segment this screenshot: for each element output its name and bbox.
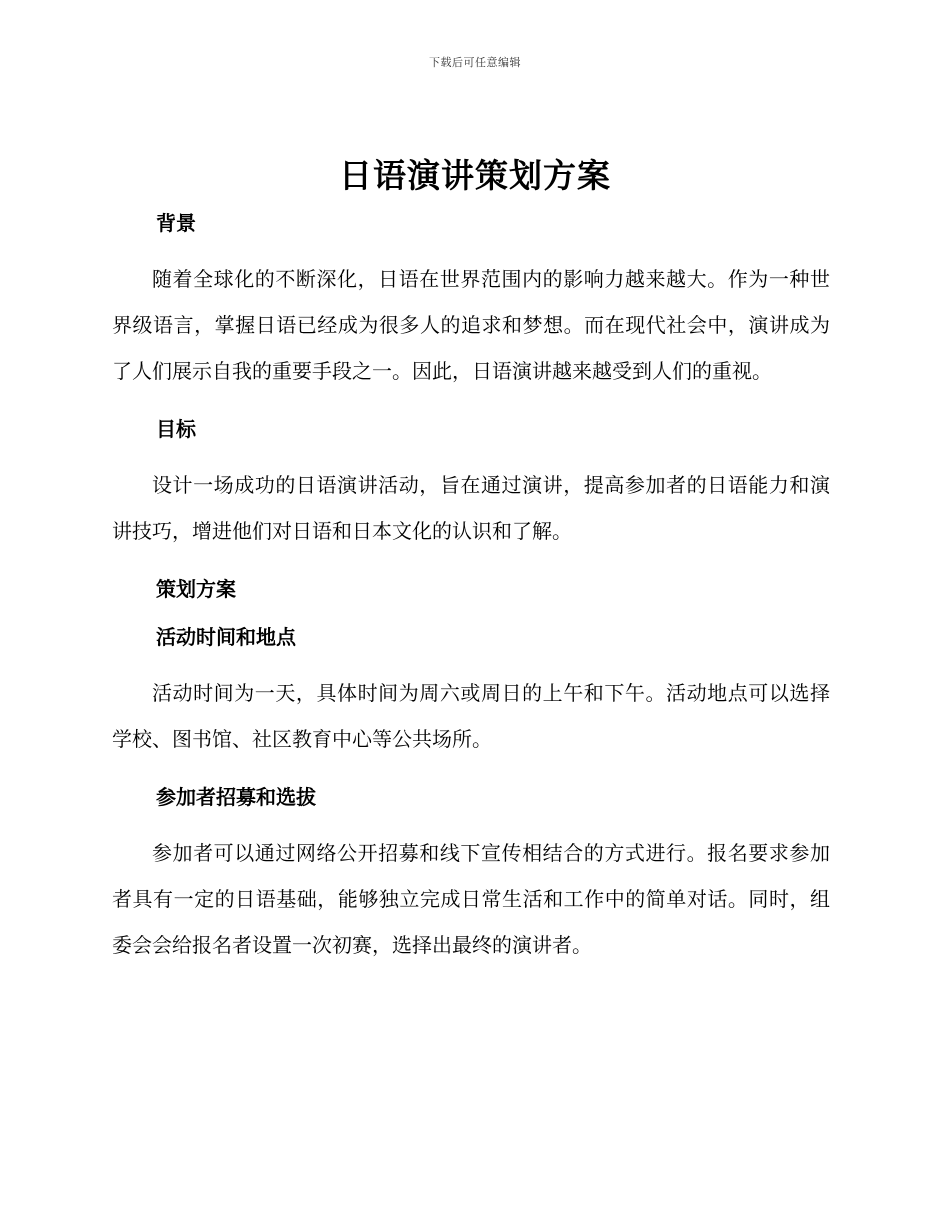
document-body xyxy=(112,200,830,980)
section-heading-goal: 目标 xyxy=(156,417,196,441)
section-text-background: 随着全球化的不断深化，日语在世界范围内的影响力越来越大。作为一种世界级语言，掌握日语已经成为很多人的追求和梦想。而在现代社会中，演讲成为了人们展示自我的重要手段之一。因此，日语演讲越来越受到人们的重视。 xyxy=(112,267,830,383)
section-text-goal: 设计一场成功的日语演讲活动，旨在通过演讲，提高参加者的日语能力和演讲技巧，增进他们对日语和日本文化的认识和了解。 xyxy=(112,473,830,543)
section-heading-recruitment: 参加者招募和选拔 xyxy=(156,785,316,809)
section-heading-time-place: 活动时间和地点 xyxy=(156,625,296,649)
section-text-recruitment: 参加者可以通过网络公开招募和线下宣传相结合的方式进行。报名要求参加者具有一定的日语基础，能够独立完成日常生活和工作中的简单对话。同时，组委会会给报名者设置一次初赛，选择出最终的演讲者。 xyxy=(112,841,830,957)
document-title: 日语演讲策划方案 xyxy=(339,156,611,195)
section-text-time-place: 活动时间为一天，具体时间为周六或周日的上午和下午。活动地点可以选择学校、图书馆、社区教育中心等公共场所。 xyxy=(112,681,830,751)
section-heading-plan: 策划方案 xyxy=(156,577,236,601)
page-header-note: 下载后可任意编辑 xyxy=(429,56,521,69)
section-heading-background: 背景 xyxy=(156,211,196,235)
